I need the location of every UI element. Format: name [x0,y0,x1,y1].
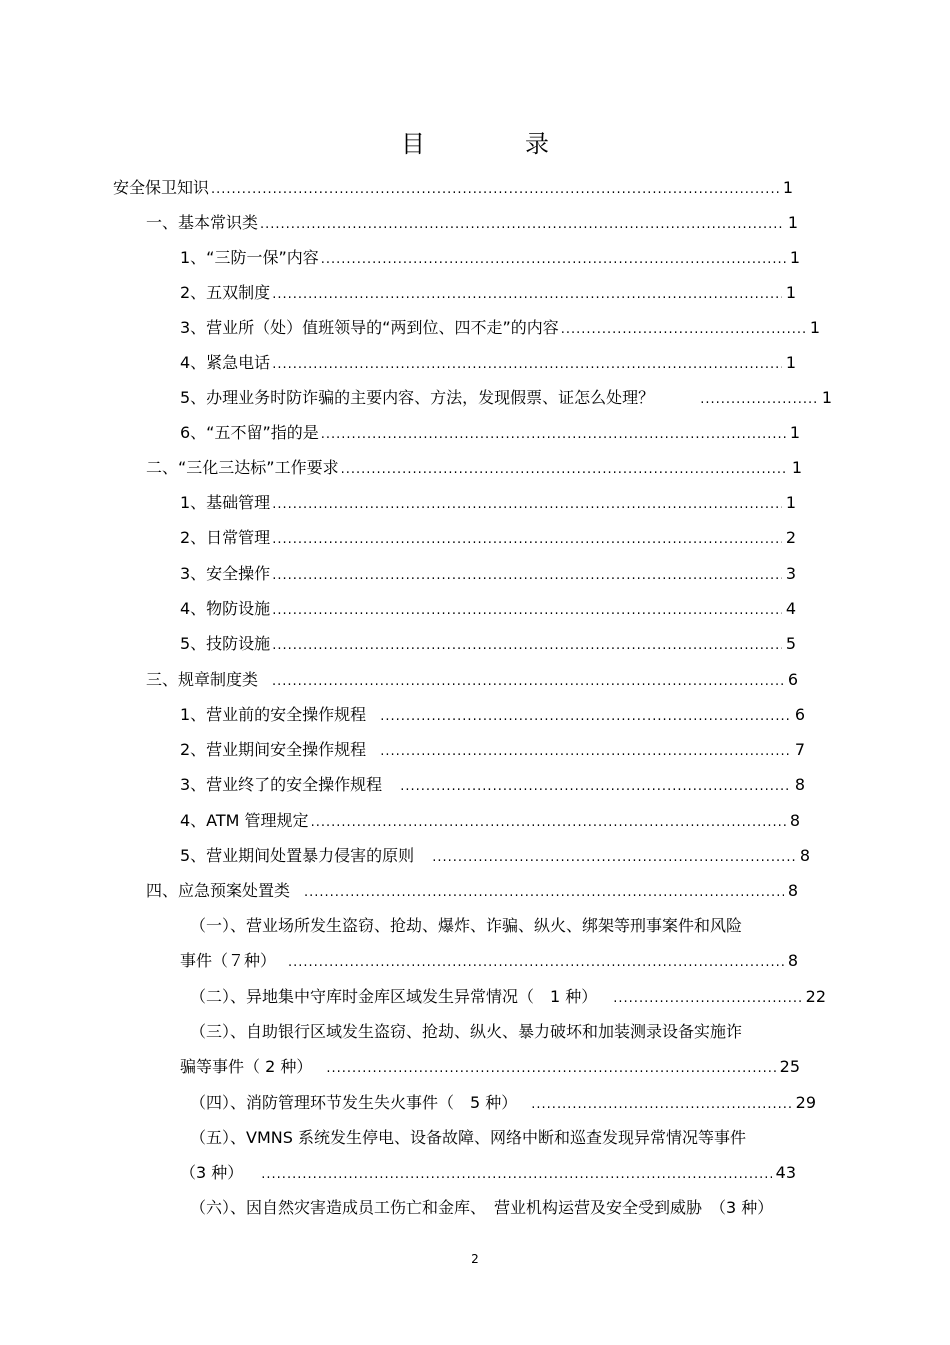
toc-page: 25 [779,1057,800,1076]
toc-label: 5、营业期间处置暴力侵害的原则 [180,846,415,865]
toc-entry[interactable] [180,528,796,550]
toc-page: 22 [805,987,826,1006]
toc-label: （二）、异地集中守库时金库区域发生异常情况（ 1 种） [190,987,598,1006]
toc-leader [272,601,782,621]
page-title: 目 录 [401,130,587,158]
toc-label: 4、紧急电话 [180,353,271,372]
toc-entry[interactable] [180,318,820,340]
toc-page: 8 [794,775,805,794]
toc-page: 8 [789,811,800,830]
toc-leader [272,566,782,586]
toc-label: 1、基础管理 [180,493,271,512]
toc-label: 2、日常管理 [180,528,271,547]
toc-label: 3、安全操作 [180,564,271,583]
toc-page: 6 [787,670,798,689]
toc-entry[interactable] [180,1163,796,1185]
toc-entry[interactable] [180,388,832,410]
toc-entry[interactable] [180,493,796,515]
toc-leader [304,883,784,903]
toc-label: 3、营业终了的安全操作规程 [180,775,383,794]
toc-entry[interactable] [180,423,800,445]
toc-entry[interactable] [180,248,800,270]
toc-entry[interactable] [180,599,796,621]
toc-page: 4 [785,599,796,618]
toc-entry[interactable] [190,1093,816,1115]
toc-label: 1、“三防一保”内容 [180,248,319,267]
toc-leader [380,707,791,727]
toc-leader [272,530,782,550]
toc-entry[interactable] [180,811,800,833]
toc-page: 8 [787,951,798,970]
toc-page: 1 [785,493,796,512]
toc-entry-line[interactable]: （一）、营业场所发生盗窃、抢劫、爆炸、诈骗、纵火、绑架等刑事案件和风险 [190,916,743,935]
toc-page: 1 [789,423,800,442]
toc-label: 一、基本常识类 [146,213,259,232]
toc-leader [531,1095,791,1115]
toc-entry-line[interactable]: （三）、自助银行区域发生盗窃、抢劫、纵火、暴力破坏和加装测录设备实施诈 [190,1022,743,1041]
toc-entry[interactable] [180,775,805,797]
toc-label: 4、物防设施 [180,599,271,618]
toc-entry[interactable] [180,846,810,868]
toc-label: 2、五双制度 [180,283,271,302]
toc-entry[interactable] [113,178,793,200]
toc-page: 43 [775,1163,796,1182]
toc-entry-line[interactable]: （六）、因自然灾害造成员工伤亡和金库、 营业机构运营及安全受到威胁 （3 种） [190,1198,774,1217]
toc-page: 6 [794,705,805,724]
toc-leader [432,848,796,868]
toc-leader [321,250,786,270]
toc-label: 三、规章制度类 [146,670,259,689]
toc-entry[interactable] [190,987,826,1009]
toc-page: 1 [782,178,793,197]
toc-page: 1 [787,213,798,232]
toc-label: 二、“三化三达标”工作要求 [146,458,339,477]
toc-label: 5、技防设施 [180,634,271,653]
toc-leader [272,285,782,305]
toc-entry-line[interactable]: （五）、VMNS 系统发生停电、设备故障、网络中断和巡查发现异常情况等事件 [190,1128,746,1147]
toc-page: 1 [785,353,796,372]
toc-label: 四、应急预案处置类 [146,881,291,900]
toc-entry[interactable] [146,881,798,903]
toc-page: 29 [795,1093,816,1112]
toc-page: 1 [789,248,800,267]
toc-label: 骗等事件（ 2 种） [180,1057,313,1076]
toc-label: 4、ATM 管理规定 [180,811,309,830]
toc-page: 1 [809,318,820,337]
toc-label: 安全保卫知识 [113,178,210,197]
toc-leader [311,813,786,833]
footer-page-number: 2 [471,1252,479,1266]
toc-leader [341,460,788,480]
toc-entry[interactable] [180,283,796,305]
toc-entry[interactable] [180,951,798,973]
toc-leader [272,355,782,375]
toc-entry[interactable] [180,705,805,727]
toc-leader [272,672,784,692]
toc-leader [326,1059,775,1079]
toc-entry[interactable] [180,634,796,656]
toc-label: 1、营业前的安全操作规程 [180,705,367,724]
toc-page: 1 [785,283,796,302]
toc-leader [211,180,779,200]
toc-leader [321,425,786,445]
toc-leader [613,989,801,1009]
toc-leader [272,495,782,515]
toc-page: 2 [785,528,796,547]
toc-label: 事件（７种） [180,951,277,970]
toc-label: 3、营业所（处）值班领导的“两到位、四不走”的内容 [180,318,559,337]
toc-page: 1 [791,458,802,477]
toc-page: 8 [799,846,810,865]
toc-leader [288,953,784,973]
toc-label: （四）、消防管理环节发生失火事件（ 5 种） [190,1093,518,1112]
toc-page: 1 [821,388,832,407]
toc-page: 5 [785,634,796,653]
toc-page: 7 [794,740,805,759]
toc-leader [261,1165,771,1185]
toc-entry[interactable] [180,1057,800,1079]
toc-entry[interactable] [180,740,805,762]
toc-leader [260,215,784,235]
toc-leader [400,777,791,797]
toc-label: 2、营业期间安全操作规程 [180,740,367,759]
toc-page: 3 [785,564,796,583]
toc-leader [561,320,806,340]
toc-label: 6、“五不留”指的是 [180,423,319,442]
toc-entry[interactable] [146,458,802,480]
toc-label: 5、办理业务时防诈骗的主要内容、方法，发现假票、证怎么处理？ [180,388,655,407]
toc-leader [380,742,791,762]
toc-leader [272,636,782,656]
toc-entry[interactable] [146,670,798,692]
toc-entry[interactable] [180,353,796,375]
toc-page: 8 [787,881,798,900]
toc-label: （3 种） [180,1163,244,1182]
toc-entry[interactable] [180,564,796,586]
toc-leader [700,390,818,410]
toc-entry[interactable] [146,213,798,235]
